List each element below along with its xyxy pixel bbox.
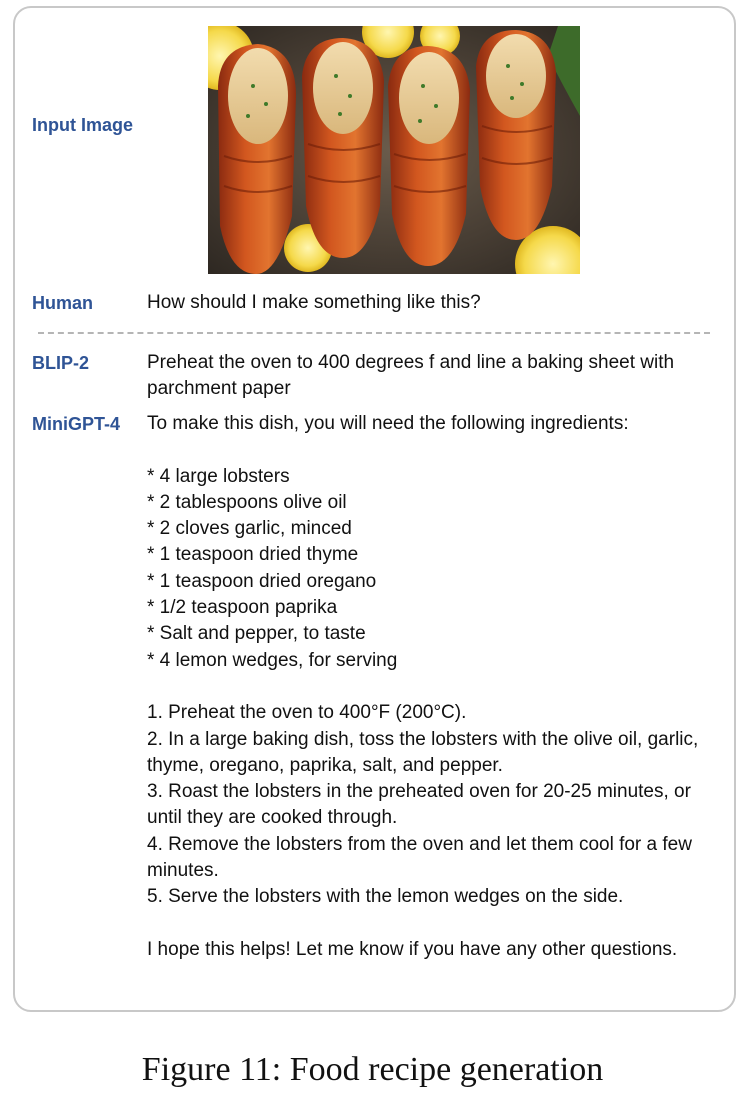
lobster-tail [476, 30, 556, 240]
minigpt4-answer [147, 411, 722, 963]
human-label: Human [32, 293, 94, 313]
lobster-photo-illustration [208, 26, 580, 274]
recipe-step: 5. Serve the lobsters with the lemon wedges on the side. [147, 886, 624, 908]
recipe-step: 3. Roast the lobsters in the preheated oven for 20-25 minutes, or until they are cooked through. [147, 781, 691, 829]
minigpt4-closing: I hope this helps! Let me know if you have any other questions. [147, 938, 678, 960]
minigpt4-intro: To make this dish, you will need the following ingredients: [147, 413, 629, 434]
human-question: How should I make something like this? [147, 292, 481, 313]
ingredient-item: * 1/2 teaspoon paprika [147, 597, 338, 619]
recipe-step: 4. Remove the lobsters from the oven and let them cool for a few minutes. [147, 833, 692, 882]
ingredient-item: * 4 lemon wedges, for serving [147, 649, 398, 671]
ingredient-item: * 2 tablespoons olive oil [147, 491, 347, 513]
recipe-step: 2. In a large baking dish, toss the lobsters with the olive oil, garlic, thyme, oregano, paprika, salt, and pepper. [147, 728, 699, 776]
recipe-step: 1. Preheat the oven to 400°F (200°C). [147, 702, 467, 724]
minigpt4-label: MiniGPT-4 [32, 414, 121, 434]
ingredient-item: * Salt and pepper, to taste [147, 623, 366, 645]
ingredient-item: * 2 cloves garlic, minced [147, 518, 352, 540]
lobster-tails-photo [208, 26, 580, 274]
blip2-answer: Preheat the oven to 400 degrees f and line a baking sheet with parchment paper [147, 352, 675, 400]
figure-caption: Figure 11: Food recipe generation [141, 1051, 604, 1088]
blip2-label: BLIP-2 [32, 353, 90, 373]
lobster-tail [302, 38, 384, 258]
input-image-label: Input Image [32, 115, 134, 135]
ingredient-item: * 4 large lobsters [147, 465, 290, 487]
dashed-divider [38, 332, 710, 334]
ingredient-item: * 1 teaspoon dried oregano [147, 570, 377, 592]
ingredient-item: * 1 teaspoon dried thyme [147, 544, 359, 566]
